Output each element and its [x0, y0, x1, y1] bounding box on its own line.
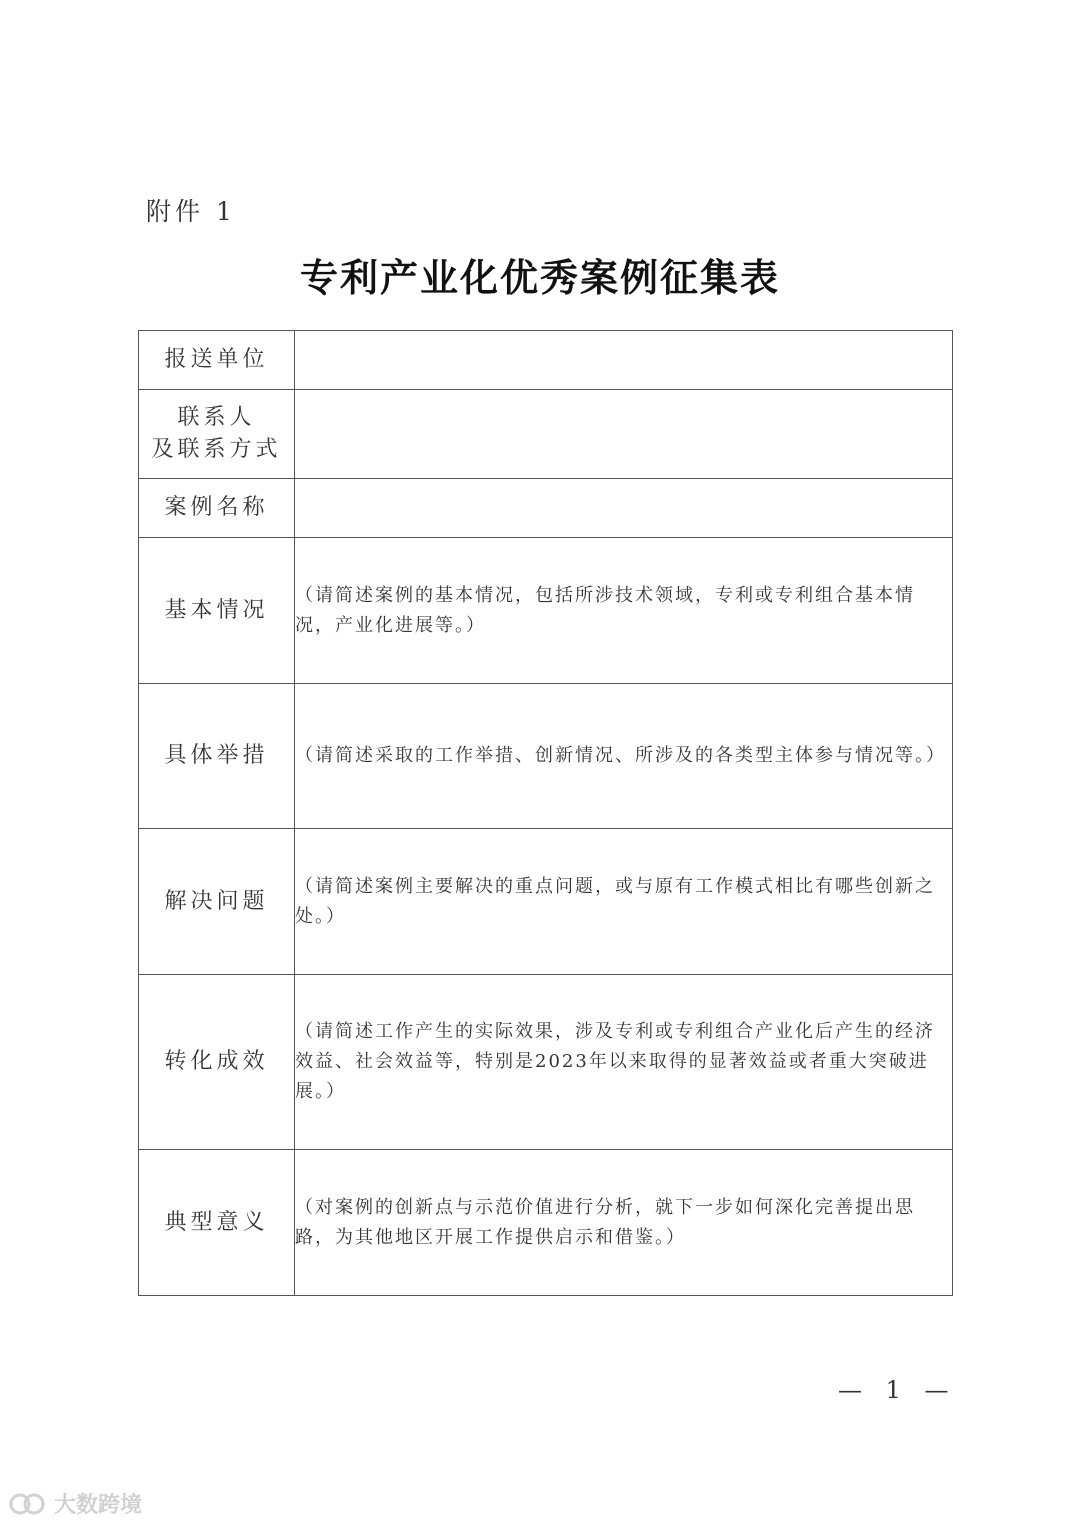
watermark-logo-icon: [8, 1491, 48, 1517]
row-label: 报送单位: [139, 331, 295, 390]
row-label-line-2: 及联系方式: [151, 437, 282, 462]
problems-solved-field[interactable]: （请简述案例主要解决的重点问题，或与原有工作模式相比有哪些创新之处。）: [295, 829, 953, 975]
document-title: 专利产业化优秀案例征集表: [299, 256, 780, 300]
significance-field[interactable]: （对案例的创新点与示范价值进行分析，就下一步如何深化完善提出思路，为其他地区开展工作提供启示和借鉴。）: [295, 1150, 953, 1296]
form-row-contact: [139, 390, 953, 479]
form-row-significance: [139, 1150, 953, 1296]
form-row-reporting-unit: [139, 331, 953, 390]
reporting-unit-field[interactable]: [295, 331, 953, 390]
attachment-label: 附件 1: [146, 197, 236, 226]
form-row-basic-info: [139, 538, 953, 684]
case-name-field[interactable]: [295, 479, 953, 538]
row-label: [139, 390, 295, 479]
form-row-case-name: [139, 479, 953, 538]
form-row-measures: [139, 684, 953, 829]
row-label: 解决问题: [139, 829, 295, 975]
page-number: — 1 —: [838, 1376, 957, 1404]
results-field[interactable]: （请简述工作产生的实际效果，涉及专利或专利组合产业化后产生的经济效益、社会效益等，特别是2023年以来取得的显著效益或者重大突破进展。）: [295, 975, 953, 1150]
row-label-line-1: 联系人: [177, 405, 256, 430]
row-label: 转化成效: [139, 975, 295, 1150]
watermark: [8, 1488, 142, 1519]
case-collection-form: [138, 330, 953, 1296]
form-row-problems-solved: [139, 829, 953, 975]
contact-field[interactable]: [295, 390, 953, 479]
row-label: 典型意义: [139, 1150, 295, 1296]
basic-info-field[interactable]: （请简述案例的基本情况，包括所涉技术领域，专利或专利组合基本情况，产业化进展等。）: [295, 538, 953, 684]
row-label: 基本情况: [139, 538, 295, 684]
row-label: 具体举措: [139, 684, 295, 829]
measures-field[interactable]: （请简述采取的工作举措、创新情况、所涉及的各类型主体参与情况等。）: [295, 684, 953, 829]
row-label: 案例名称: [139, 479, 295, 538]
watermark-text: 大数跨境: [54, 1493, 143, 1518]
form-row-results: [139, 975, 953, 1150]
